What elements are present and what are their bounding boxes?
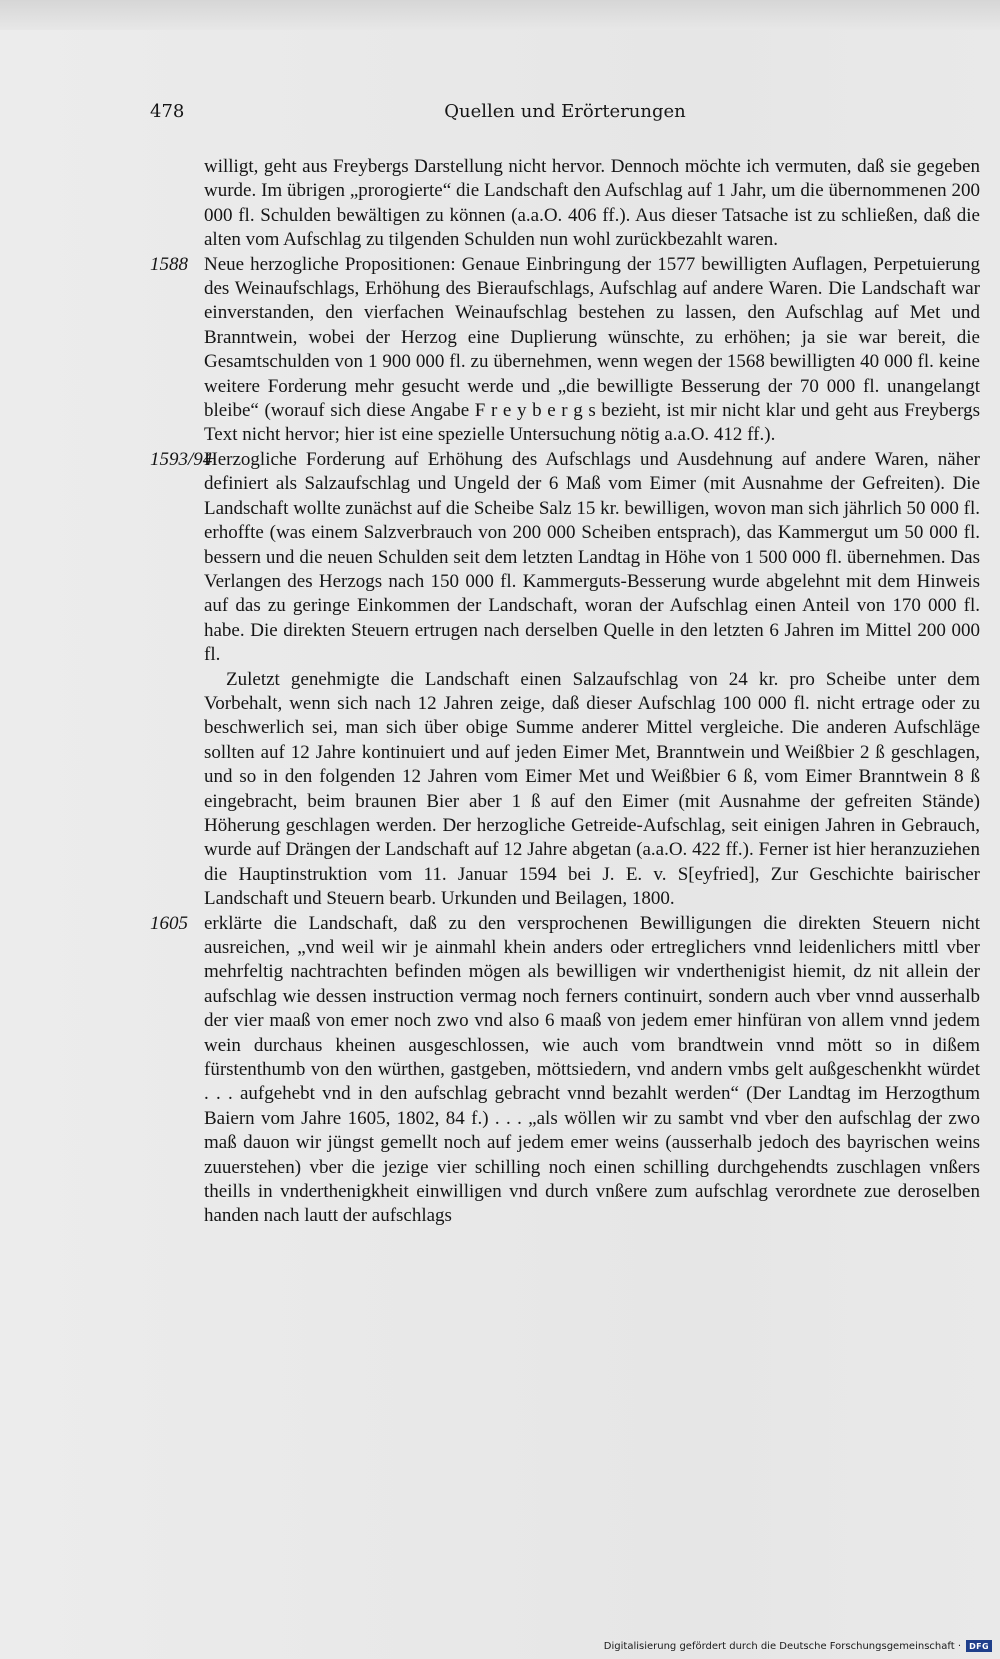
page-header (150, 97, 980, 127)
entry-year: 1605 (150, 912, 188, 934)
scan-edge-shadow (0, 0, 1000, 30)
entry-year: 1588 (150, 253, 188, 275)
digitization-footer (604, 1640, 992, 1652)
entry-year: 1593/94 (150, 448, 213, 470)
paragraph-1594: Zuletzt genehmigte die Landschaft einen Salzaufschlag von 24 kr. pro Scheibe unter dem Vorbehalt, wenn sich nach 12 Jahren zeige, daß dieser Aufschlag 100 000 fl. nicht ertrage oder zu beschwerlich sei, man sich über obige Summe anderer Mittel vergleiche. Die anderen Aufschläge sollten auf 12 Jahre kontinuiert und auf jeden Eimer Met, Branntwein und Weißbier 2 ß geschlagen, und so in den folgenden 12 Jahren vom Eimer Met und Weißbier 6 ß, vom Eimer Branntwein 8 ß eingebracht, beim braunen Bier aber 1 ß auf den Eimer (mit Ausnahme der gefreiten Stände) Höherung geschlagen werden. Der herzogliche Getreide-Aufschlag, seit einigen Jahren in Gebrauch, wurde auf Drängen der Landschaft auf 12 Jahre abgetan (a.a.O. 422 ff.). Ferner ist hier heranzuziehen die Hauptinstruktion vom 11. Januar 1594 bei J. E. v. S[eyfried], Zur Geschichte bairischer Landschaft und Steuern bearb. Urkunden und Beilagen, 1800. (204, 668, 980, 910)
continuation-paragraph: willigt, geht aus Freybergs Darstellung nicht hervor. Dennoch möchte ich vermuten, daß sie gegeben wurde. Im übrigen „prorogierte“ die Landschaft den Aufschlag auf 1 Jahr, um die übernommenen 200 000 fl. Schulden bewältigen zu können (a.a.O. 406 ff.). Aus dieser Tatsache ist zu schließen, daß die alten vom Aufschlag zu tilgenden Schulden nun wohl zurückbezahlt waren. (204, 156, 980, 251)
entry-text: Herzogliche Forderung auf Erhöhung des Aufschlags und Ausdehnung auf andere Waren, näher definiert als Salzaufschlag und Ungeld der 6 Maß vom Eimer (mit Ausnahme der Gefreiten). Die Landschaft wollte zunächst auf die Scheibe Salz 15 kr. bewilligen, wovon man sich jährlich 50 000 fl. erhoffte (was einem Salzverbrauch von 200 000 Scheiben entsprach), das Kammergut um 50 000 fl. bessern und die neuen Schulden seit dem letzten Landtag in Höhe von 1 500 000 fl. übernehmen. Das Verlangen des Herzogs nach 150 000 fl. Kammerguts-Besserung wurde abgelehnt mit dem Hinweis auf das zu geringe Einkommen der Landschaft, woran der Aufschlag einen Anteil von 170 000 fl. habe. Die direkten Steuern ertrugen nach derselben Quelle in den letzten 6 Jahren im Mittel 200 000 fl. (204, 448, 980, 666)
entry-text: erklärte die Landschaft, daß zu den versprochenen Bewilligungen die direkten Steuern nicht ausreichen, „vnd weil wir je ainmahl khein anders oder ertreglichers vnnd leidenlichers mittl vber mehrfeltig nachtrachten befinden mögen als bewilligen wir vnderthenigist hiemit, dz nit allein der aufschlag wie dessen instruction vermag noch ferners continuirt, sondern auch vber vnnd ausserhalb der vier maaß von emer noch zwo vnd also 6 maaß von jedem emer hinfüran von allem vnnd jedem wein durchaus kheinen ausgeschlossen, wie auch vom brandtwein vnnd mött so in dißem fürstenthumb von den würthen, gastgeben, möttsiedern, vnd andern vmbs gelt außgeschenkht würdet . . . aufgehebt vnd in den aufschlag gebracht vnnd bezahlt werden“ (Der Landtag im Herzogthum Baiern vom Jahre 1605, 1802, 84 f.) . . . „als wöllen wir zu sambt vnd vber den aufschlag der zwo maß dauon wir jüngst gemellt noch auf jedem emer weins (ausserhalb jedoch des bayrischen weins zuuerstehen) vber die jezige vier schilling noch einen schilling durchgehendts zuschlagen vnßers theills in vnderthenigkheit einwilligen vnd durch vnßere zum aufschlag verordnete zue deroselben handen nach lautt der aufschlags (204, 912, 980, 1227)
chronology-entry-1593-94 (150, 448, 980, 668)
chronology-entry-1588 (150, 253, 980, 448)
page-body (150, 155, 980, 1450)
footer-text: Digitalisierung gefördert durch die Deutsche Forschungsgemeinschaft · (603, 1640, 961, 1652)
dfg-logo-icon: DFG (966, 1640, 992, 1652)
chronology-entry-1605 (150, 912, 980, 1229)
entry-text: Neue herzogliche Propositionen: Genaue Einbringung der 1577 bewilligten Auflagen, Perpetuierung des Weinaufschlags, Erhöhung des Bieraufschlags, Aufschlag auf andere Waren. Die Landschaft war einverstanden, den vierfachen Weinaufschlag bestehen zu lassen, den Aufschlag auf Met und Branntwein, wobei der Herzog eine Duplierung wünschte, zu erhöhen; ja sie war bereit, die Gesamtschulden von 1 900 000 fl. zu übernehmen, wenn wegen der 1568 bewilligten 40 000 fl. keine weitere Forderung mehr gesucht werde und „die bewilligte Besserung der 70 000 fl. unangelangt bleibe“ (worauf sich diese Angabe F r e y b e r g s bezieht, ist mir nicht klar und geht aus Freybergs Text nicht hervor; hier ist eine spezielle Untersuchung nötig a.a.O. 412 ff.). (204, 253, 980, 446)
page-number: 478 (150, 101, 185, 122)
running-title: Quellen und Erörterungen (444, 101, 686, 122)
